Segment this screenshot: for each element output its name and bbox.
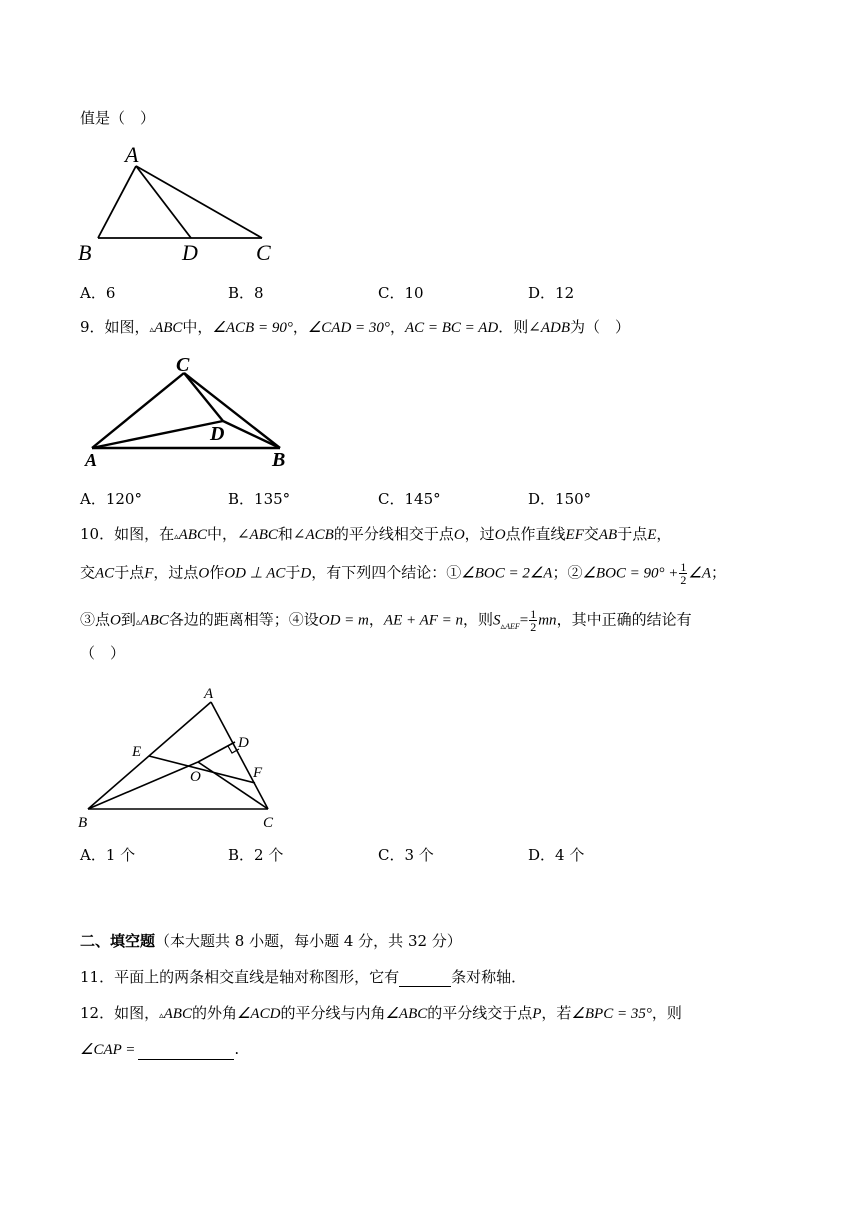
q11 <box>80 967 526 987</box>
q12-number: 12．如图， <box>80 1004 160 1022</box>
q9-figure <box>80 348 310 473</box>
q10-angle-a: ∠A <box>688 565 712 582</box>
q10-point-o: O <box>453 527 465 543</box>
q9-text: 中， <box>182 318 213 336</box>
q10-fraction-half <box>529 608 537 633</box>
section-2-heading <box>80 931 462 951</box>
q10-option-a[interactable]: A．1 个 <box>80 846 136 864</box>
q9-number: 9．如图， <box>80 318 150 336</box>
q9-condition-2: ∠CAD = 30° <box>307 320 390 336</box>
q10-line-3: ③点O到▵ABC各边的距离相等；④设OD = m，AE + AF = n，则$S_{▵AEF}=$ $\frac{1}{2}$ mn，其中正确的结论有 <box>80 607 692 634</box>
fraction-denominator: 2 <box>680 573 687 587</box>
q10-triangle: ABC <box>178 527 207 543</box>
q9-sep: ， <box>292 318 308 336</box>
q9-condition-1: ∠ACB = 90° <box>212 320 293 336</box>
q10-text: 于 <box>285 563 301 582</box>
q10-side-ac: AC <box>95 565 115 582</box>
q10-text: ， <box>656 525 672 543</box>
q12-line-1: 12．如图，▵ABC的外角∠ACD的平分线与内角∠ABC的平分线交于点P，若∠BPC = 35°，则 <box>80 1004 682 1022</box>
q10-equals: = <box>519 612 529 629</box>
q9-option-d[interactable]: D．150° <box>528 490 592 508</box>
q10-side-ab: AB <box>598 527 618 543</box>
q9-label-b: B <box>272 449 286 471</box>
q8-option-d[interactable]: D．12 <box>528 284 575 302</box>
q9-angle: ADB <box>540 320 571 336</box>
q10-text: 和∠ <box>277 525 306 543</box>
q12-angle-acd: ∠ACD <box>236 1006 281 1022</box>
fraction-denominator: 2 <box>530 620 537 634</box>
q10-number: 10．如图，在 <box>80 525 175 543</box>
q10-ae-af-n: AE + AF = n <box>383 612 464 629</box>
q10-text: ； <box>711 563 727 582</box>
q10-text: 于点 <box>114 563 145 582</box>
q10-point-o: O <box>494 527 506 543</box>
q10-label-e: E <box>132 744 142 760</box>
q12-answer-blank[interactable] <box>138 1043 234 1060</box>
q10-text: ，过点 <box>153 563 199 582</box>
q8-option-b[interactable]: B．8 <box>228 284 264 302</box>
q10-text: ，则 <box>463 610 494 629</box>
q10-label-b: B <box>78 815 88 831</box>
q10-point-o: O <box>110 612 121 629</box>
q12-text: ，若 <box>541 1004 572 1022</box>
q10-line-2 <box>80 561 726 586</box>
q10-text: 中，∠ <box>206 525 250 543</box>
q8-label-b: B <box>78 240 92 265</box>
q10-line-4: （ ） <box>80 644 126 662</box>
q8-label-a: A <box>125 142 139 167</box>
q10-text: ；② <box>552 563 583 582</box>
q10-label-a: A <box>204 686 214 702</box>
q10-point-d: D <box>300 565 312 582</box>
q12-triangle: ABC <box>163 1006 192 1022</box>
q12-angle-bpc: ∠BPC = 35° <box>571 1006 652 1022</box>
q10-text: 的平分线相交于点 <box>333 525 454 543</box>
q9-condition-3: AC = BC = AD <box>404 320 499 336</box>
q9-label-d: D <box>210 423 225 445</box>
q9-option-a[interactable]: A．120° <box>80 490 142 508</box>
q10-area-subscript: AEF <box>505 621 520 631</box>
q10-mn: mn <box>538 612 557 629</box>
q10-od-m: OD = m <box>318 612 369 629</box>
q10-perpendicular: OD ⊥ AC <box>224 565 286 582</box>
q10-option-d[interactable]: D．4 个 <box>528 846 585 864</box>
q12-text: 的外角 <box>191 1004 237 1022</box>
fraction-numerator: 1 <box>680 560 687 574</box>
q10-point-f: F <box>144 565 154 582</box>
q9-sep: ， <box>389 318 405 336</box>
q12-angle-abc: ∠ABC <box>385 1006 428 1022</box>
q9-option-b[interactable]: B．135° <box>228 490 291 508</box>
q8-option-c[interactable]: C．10 <box>378 284 424 302</box>
q10-point-o: O <box>198 565 210 582</box>
q12-text: 的平分线交于点 <box>427 1004 533 1022</box>
q9-label-c: C <box>176 354 190 376</box>
q10-text: ，过 <box>464 525 495 543</box>
q10-triangle: ABC <box>140 612 169 629</box>
q10-text: ③点 <box>80 610 111 629</box>
q10-area-s: S <box>493 612 501 629</box>
q12-text: 的平分线与内角 <box>280 1004 386 1022</box>
q12-text: ，则 <box>651 1004 682 1022</box>
q9-label-a: A <box>85 450 98 470</box>
q10-text: ，其中正确的结论有 <box>556 610 692 629</box>
q10-point-e: E <box>647 527 657 543</box>
q10-text: 各边的距离相等；④设 <box>168 610 319 629</box>
q10-label-d: D <box>238 735 249 751</box>
q10-figure <box>72 682 302 832</box>
fraction-numerator: 1 <box>530 607 537 621</box>
q9-option-c[interactable]: C．145° <box>378 490 441 508</box>
q12-angle-cap: ∠CAP = <box>80 1042 136 1058</box>
q10-text: 点作直线 <box>505 525 566 543</box>
q8-label-c: C <box>256 240 271 265</box>
q10-fraction-half <box>679 561 687 586</box>
q10-text: 于点 <box>617 525 648 543</box>
q9-text: 为（ ） <box>570 318 631 336</box>
q10-label-o: O <box>190 769 201 785</box>
q12-line-2 <box>80 1039 239 1060</box>
q10-text: 交 <box>583 525 599 543</box>
q10-angle-acb: ACB <box>305 527 334 543</box>
q12-point-p: P <box>532 1006 542 1022</box>
q10-line-1: 10．如图，在▵ABC中，∠ABC和∠ACB的平分线相交于点O，过O点作直线EF交AB于点E， <box>80 525 672 543</box>
section-title: 二、填空题 <box>80 932 156 950</box>
q10-text: 作 <box>209 563 225 582</box>
q10-angle-abc: ABC <box>249 527 278 543</box>
q8-option-a[interactable]: A．6 <box>80 284 116 302</box>
q10-conclusion-1: ∠BOC = 2∠A <box>461 565 553 582</box>
q9-triangle: ABC <box>154 320 183 336</box>
q12-period: . <box>234 1040 240 1058</box>
q9-text: ．则∠ <box>498 318 541 336</box>
q10-text: ，有下列四个结论：① <box>311 563 462 582</box>
q10-conclusion-2: ∠BOC = 90° + <box>582 565 679 582</box>
q8-figure <box>70 142 290 267</box>
q10-text: 交 <box>80 563 96 582</box>
q10-option-b[interactable]: B．2 个 <box>228 846 284 864</box>
q10-text: 到 <box>120 610 136 629</box>
q10-label-c: C <box>263 815 274 831</box>
q10-option-c[interactable]: C．3 个 <box>378 846 434 864</box>
q8-label-d: D <box>182 240 198 265</box>
q8-tail: 值是（ ） <box>80 109 156 127</box>
q10-text: ， <box>368 610 384 629</box>
section-note: （本大题共 8 小题，每小题 4 分，共 32 分） <box>155 932 462 950</box>
q11-text: 11．平面上的两条相交直线是轴对称图形，它有 <box>80 968 400 986</box>
q11-answer-blank[interactable] <box>399 970 451 987</box>
q10-line-ef: EF <box>565 527 584 543</box>
q9-stem: 9．如图，▵ABC中，∠ACB = 90°，∠CAD = 30°，AC = BC = AD．则∠ADB为（ ） <box>80 318 631 336</box>
q10-label-f: F <box>253 765 263 781</box>
q11-text: 条对称轴． <box>451 968 527 986</box>
